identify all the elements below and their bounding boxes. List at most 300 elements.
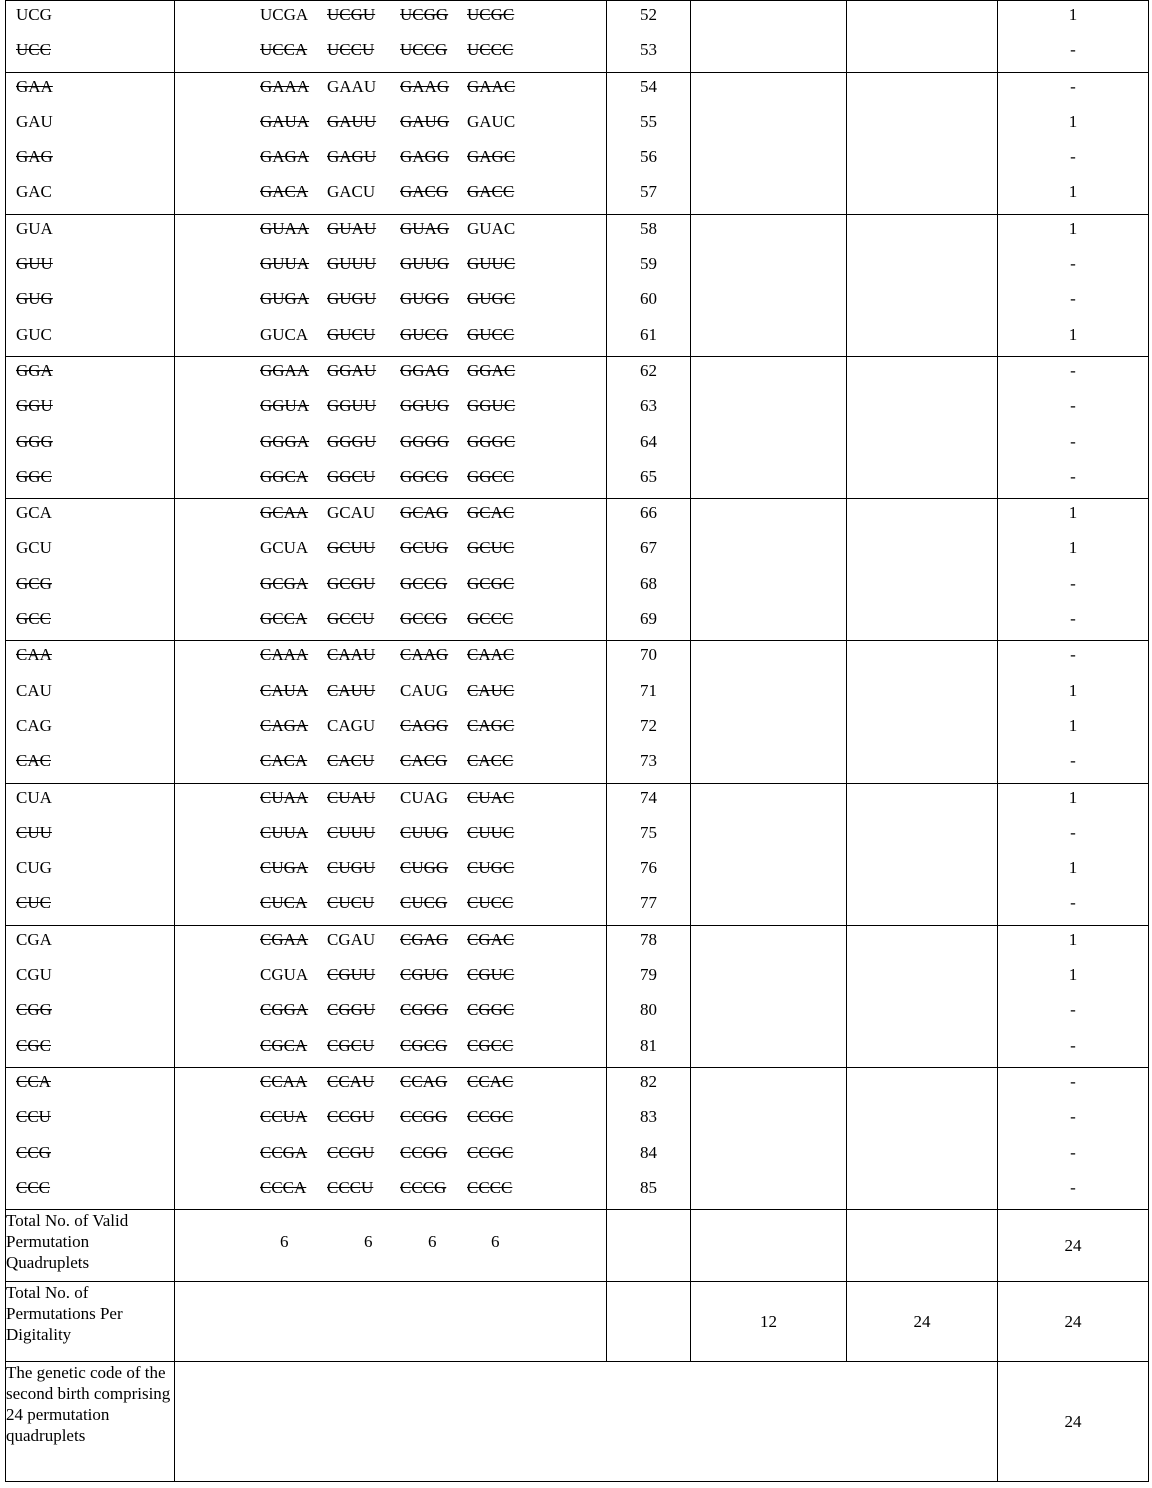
permutation-quadruplet: CAAG	[400, 645, 449, 665]
index-cell	[607, 214, 691, 356]
codon-triplet: CUG	[16, 858, 52, 878]
valid-count: 1	[1068, 182, 1078, 202]
index-cell	[607, 499, 691, 641]
valid-count: 1	[1068, 324, 1078, 344]
empty-cell	[691, 641, 847, 783]
empty-cell	[847, 1210, 998, 1282]
permutation-quadruplet: GCUU	[327, 538, 376, 558]
codon-triplet: UCC	[16, 40, 51, 60]
codon-group-row	[6, 1, 1149, 73]
quadruplet-line	[175, 357, 606, 392]
permutation-quadruplet: CACU	[327, 751, 375, 771]
permutation-quadruplet: CGAU	[327, 929, 376, 949]
permutation-quadruplet: CGGU	[327, 1000, 376, 1020]
permutation-quadruplet: CAUA	[260, 680, 309, 700]
codon-triplet: GAA	[16, 76, 53, 96]
codon-triplet: CGA	[16, 929, 52, 949]
codon-triplet: CGC	[16, 1035, 51, 1055]
codon-group-row	[6, 356, 1149, 498]
codon-triplet: GCA	[16, 503, 52, 523]
permutation-quadruplet: CUAA	[260, 787, 309, 807]
row-number: 61	[640, 324, 657, 344]
permutation-quadruplet: UCGG	[400, 5, 449, 24]
permutation-quadruplet: CUCG	[400, 893, 448, 913]
empty-cell	[691, 1, 847, 73]
permutation-quadruplet: CCAG	[400, 1071, 448, 1091]
permutation-quadruplet: CCAA	[260, 1071, 308, 1091]
permutation-quadruplet: CGCG	[400, 1035, 448, 1055]
quadruplet-line	[175, 392, 606, 427]
permutation-quadruplet: CUCU	[327, 893, 375, 913]
genetic-code-label-text: The genetic code of the second birth comprising 24 permutation quadruplets	[6, 1363, 171, 1446]
permutation-quadruplet: GUAG	[400, 218, 450, 238]
row-number: 83	[640, 1107, 657, 1127]
permutation-quadruplet: GAAC	[467, 76, 516, 96]
empty-cell	[691, 356, 847, 498]
permutation-quadruplet: CUAU	[327, 787, 376, 807]
row-number: 62	[640, 360, 657, 380]
permutation-quadruplet: GGCA	[260, 466, 309, 486]
permutation-quadruplet: CCUA	[260, 1107, 308, 1127]
index-cell	[607, 356, 691, 498]
valid-count: -	[1070, 360, 1076, 380]
row-number: 72	[640, 715, 657, 735]
valid-count: -	[1070, 822, 1076, 842]
quadruplet-line	[175, 961, 606, 996]
quadruplets-cell	[175, 214, 607, 356]
valid-count: -	[1070, 254, 1076, 274]
permutation-quadruplet: GACC	[467, 182, 515, 202]
codon-triplet: CCC	[16, 1177, 51, 1197]
quadruplet-line	[175, 889, 606, 924]
quadruplets-cell	[175, 1, 607, 73]
permutation-quadruplet: CUGA	[260, 858, 309, 878]
permutation-quadruplet: CAAA	[260, 645, 309, 665]
permutation-quadruplet: CAGC	[467, 715, 515, 735]
valid-count: -	[1070, 893, 1076, 913]
quadruplet-line	[175, 321, 606, 356]
valid-count: -	[1070, 1035, 1076, 1055]
codon-triplet: GUG	[16, 289, 53, 309]
empty-cell	[847, 356, 998, 498]
quadruplets-cell	[175, 72, 607, 214]
permutation-quadruplet: GAUC	[467, 111, 516, 131]
permutation-quadruplet: GUUA	[260, 254, 310, 274]
empty-cell	[691, 499, 847, 641]
genetic-code-label	[6, 1362, 175, 1482]
permutation-quadruplet: GUUC	[467, 254, 516, 274]
permutation-quadruplet: GUCG	[400, 324, 449, 344]
permutation-quadruplet: CUAC	[467, 787, 515, 807]
codon-triplet: GUC	[16, 324, 52, 344]
empty-cell	[691, 783, 847, 925]
valid-count: 1	[1068, 680, 1078, 700]
permutation-quadruplet: CUUA	[260, 822, 309, 842]
quadruplet-line	[175, 178, 606, 213]
permutation-quadruplet: GCAU	[327, 503, 376, 523]
codon-triplet: CCG	[16, 1142, 51, 1162]
digitality-row	[6, 1282, 1149, 1362]
quadruplet-line	[175, 1139, 606, 1174]
permutation-quadruplet: CGAC	[467, 929, 515, 949]
codon-cell	[6, 1067, 175, 1209]
valid-count: -	[1070, 1107, 1076, 1127]
valid-count: -	[1070, 289, 1076, 309]
row-number: 56	[640, 147, 657, 167]
permutation-quadruplet: GCAG	[400, 503, 449, 523]
quadruplet-line	[175, 1, 606, 36]
index-cell	[607, 72, 691, 214]
permutation-quadruplet: GGUU	[327, 396, 377, 416]
permutation-quadruplet: GAUG	[400, 111, 450, 131]
permutation-quadruplet: CAGA	[260, 715, 309, 735]
permutation-quadruplet: GGAU	[327, 360, 377, 380]
codon-triplet: GAU	[16, 111, 53, 131]
valid-count-cell	[998, 783, 1149, 925]
permutation-quadruplet: GUAU	[327, 218, 377, 238]
codon-triplet: GGA	[16, 360, 53, 380]
valid-count: -	[1070, 573, 1076, 593]
permutation-quadruplet: GCAA	[260, 503, 309, 523]
permutation-quadruplet: CGAA	[260, 929, 309, 949]
codon-triplet: CAG	[16, 715, 52, 735]
valid-count-cell	[998, 641, 1149, 783]
quadruplet-line	[175, 1068, 606, 1103]
codon-group-row	[6, 925, 1149, 1067]
permutation-quadruplet: GCUC	[467, 538, 515, 558]
permutation-quadruplet: CCAU	[327, 1071, 375, 1091]
permutation-quadruplet: GGCG	[400, 466, 449, 486]
quadruplet-line	[175, 534, 606, 569]
permutation-quadruplet: GAGA	[260, 147, 310, 167]
valid-count: 1	[1068, 111, 1078, 131]
valid-count-total: 6	[280, 1232, 289, 1252]
total-valid-label-text: Total No. of Valid Permutation Quadruplets	[6, 1211, 129, 1273]
permutation-quadruplet: GGGA	[260, 431, 310, 451]
empty-cell	[607, 1282, 691, 1362]
codon-group-row	[6, 641, 1149, 783]
permutation-quadruplet: CUCA	[260, 893, 308, 913]
valid-count-cell	[998, 356, 1149, 498]
valid-count: 1	[1068, 715, 1078, 735]
genetic-code-total: 24	[998, 1362, 1149, 1482]
valid-count: 1	[1068, 929, 1078, 949]
valid-count-cell	[998, 1067, 1149, 1209]
codon-cell	[6, 72, 175, 214]
valid-count-cell	[998, 1, 1149, 73]
quadruplet-line	[175, 1103, 606, 1138]
valid-count: -	[1070, 431, 1076, 451]
index-cell	[607, 641, 691, 783]
codon-triplet: GAG	[16, 147, 53, 167]
quadruplet-line	[175, 854, 606, 889]
valid-count: -	[1070, 40, 1076, 60]
empty-cell	[691, 1067, 847, 1209]
permutation-quadruplet: GGAA	[260, 360, 310, 380]
row-number: 81	[640, 1035, 657, 1055]
quadruplet-line	[175, 463, 606, 498]
codon-triplet: GUU	[16, 254, 53, 274]
row-number: 54	[640, 76, 657, 96]
permutation-quadruplet: GGAG	[400, 360, 450, 380]
codon-cell	[6, 499, 175, 641]
permutation-quadruplet: GUGA	[260, 289, 310, 309]
permutation-quadruplet: GGUG	[400, 396, 450, 416]
permutation-quadruplet: UCGA	[260, 5, 309, 24]
permutation-quadruplet: CGUU	[327, 965, 376, 985]
permutation-quadruplet: CCGA	[260, 1142, 308, 1162]
valid-count-total: 6	[491, 1232, 500, 1252]
quadruplet-line	[175, 108, 606, 143]
permutation-quadruplet: GCCU	[327, 609, 375, 629]
permutation-quadruplet: CCGC	[467, 1142, 514, 1162]
codon-group-row	[6, 214, 1149, 356]
index-cell	[607, 925, 691, 1067]
codon-triplet: GCC	[16, 609, 51, 629]
permutation-quadruplet: CUGU	[327, 858, 376, 878]
quadruplet-line	[175, 570, 606, 605]
permutation-quadruplet: CUAG	[400, 787, 449, 807]
codon-triplet: CGU	[16, 965, 52, 985]
valid-count: -	[1070, 396, 1076, 416]
quadruplets-cell	[175, 925, 607, 1067]
total-valid-counts	[175, 1210, 606, 1280]
permutation-quadruplet: GGUA	[260, 396, 310, 416]
row-number: 68	[640, 573, 657, 593]
permutation-quadruplet: CGAG	[400, 929, 449, 949]
permutation-quadruplet: GAAU	[327, 76, 377, 96]
valid-count: 1	[1068, 503, 1078, 523]
row-number: 57	[640, 182, 657, 202]
permutation-quadruplet: GCCG	[400, 573, 448, 593]
valid-count: -	[1070, 609, 1076, 629]
codon-triplet: GGU	[16, 396, 53, 416]
permutation-quadruplet: GCUA	[260, 538, 309, 558]
permutation-quadruplet: GUAA	[260, 218, 310, 238]
quadruplet-line	[175, 926, 606, 961]
permutation-quadruplet: GCGU	[327, 573, 376, 593]
permutation-quadruplet: GGCC	[467, 466, 515, 486]
permutation-quadruplet: GACG	[400, 182, 449, 202]
codon-triplet: CGG	[16, 1000, 52, 1020]
row-number: 65	[640, 466, 657, 486]
permutation-quadruplet: UCCA	[260, 40, 308, 60]
row-number: 74	[640, 787, 657, 807]
valid-count: -	[1070, 1142, 1076, 1162]
empty-cell	[607, 1210, 691, 1282]
row-number: 71	[640, 680, 657, 700]
permutation-quadruplet: GAAA	[260, 76, 310, 96]
index-cell	[607, 1, 691, 73]
quadruplet-line	[175, 996, 606, 1031]
row-number: 70	[640, 645, 657, 665]
permutation-quadruplet: GAGU	[327, 147, 377, 167]
row-number: 69	[640, 609, 657, 629]
permutation-quadruplet: CAGG	[400, 715, 449, 735]
quadruplet-line	[175, 285, 606, 320]
empty-cell	[847, 72, 998, 214]
permutation-quadruplet: GGGC	[467, 431, 516, 451]
permutation-quadruplet: CAAU	[327, 645, 376, 665]
digitality-total: 24	[998, 1282, 1149, 1362]
permutation-quadruplet: GUCC	[467, 324, 515, 344]
valid-count-cell	[998, 499, 1149, 641]
codon-cell	[6, 641, 175, 783]
empty-cell	[691, 925, 847, 1067]
codon-triplet: CUC	[16, 893, 51, 913]
index-cell	[607, 783, 691, 925]
empty-cell	[847, 641, 998, 783]
empty-cell	[847, 1067, 998, 1209]
codon-triplet: CAA	[16, 645, 52, 665]
row-number: 73	[640, 751, 657, 771]
row-number: 82	[640, 1071, 657, 1091]
permutation-quadruplet: CUGG	[400, 858, 449, 878]
digitality-value-a: 12	[691, 1282, 847, 1362]
empty-cell	[847, 783, 998, 925]
total-valid-row	[6, 1210, 1149, 1282]
quadruplet-line	[175, 215, 606, 250]
permutation-quadruplet: GGGU	[327, 431, 377, 451]
permutation-quadruplet: CCGU	[327, 1142, 375, 1162]
permutation-quadruplet: GGGG	[400, 431, 450, 451]
codon-group-row	[6, 72, 1149, 214]
codon-triplet: UCG	[16, 5, 52, 24]
row-number: 63	[640, 396, 657, 416]
valid-count: 1	[1068, 218, 1078, 238]
codon-group-row	[6, 783, 1149, 925]
genetic-code-row	[6, 1362, 1149, 1482]
row-number: 55	[640, 111, 657, 131]
quadruplet-line	[175, 1174, 606, 1209]
row-number: 60	[640, 289, 657, 309]
quadruplet-line	[175, 605, 606, 640]
row-number: 77	[640, 893, 657, 913]
permutation-quadruplet: UCGU	[327, 5, 376, 24]
codon-cell	[6, 214, 175, 356]
quadruplets-cell	[175, 356, 607, 498]
codon-triplet: CAC	[16, 751, 51, 771]
permutation-quadruplet: CGUG	[400, 965, 449, 985]
valid-count-total: 6	[364, 1232, 373, 1252]
permutation-quadruplet: GAUU	[327, 111, 377, 131]
permutation-quadruplet: GCCC	[467, 609, 514, 629]
total-valid-sum: 24	[998, 1210, 1149, 1282]
permutation-quadruplet: CGCA	[260, 1035, 308, 1055]
quadruplet-line	[175, 250, 606, 285]
valid-count: -	[1070, 76, 1076, 96]
quadruplet-line	[175, 747, 606, 782]
permutation-quadruplet: CACC	[467, 751, 514, 771]
permutation-quadruplet: CUUU	[327, 822, 376, 842]
permutation-quadruplet: CCCU	[327, 1177, 374, 1197]
row-number: 64	[640, 431, 657, 451]
valid-count: 1	[1068, 538, 1078, 558]
permutation-quadruplet: CGGC	[467, 1000, 515, 1020]
row-number: 67	[640, 538, 657, 558]
permutation-quadruplet: GCAC	[467, 503, 515, 523]
quadruplet-line	[175, 784, 606, 819]
row-number: 59	[640, 254, 657, 274]
permutation-quadruplet: CGCC	[467, 1035, 514, 1055]
permutation-quadruplet: GACA	[260, 182, 309, 202]
total-valid-counts-cell	[175, 1210, 607, 1282]
valid-count-cell	[998, 214, 1149, 356]
empty-cell	[847, 499, 998, 641]
permutation-quadruplet: GGAC	[467, 360, 516, 380]
permutation-quadruplet: CGUA	[260, 965, 309, 985]
permutation-quadruplet: CUUC	[467, 822, 515, 842]
permutation-quadruplet: GUCU	[327, 324, 376, 344]
codon-triplet: GCG	[16, 573, 52, 593]
valid-count: -	[1070, 751, 1076, 771]
permutation-quadruplet: UCCC	[467, 40, 514, 60]
empty-cell	[691, 1210, 847, 1282]
row-number: 79	[640, 965, 657, 985]
total-valid-label	[6, 1210, 175, 1282]
permutation-quadruplet: GCGA	[260, 573, 309, 593]
permutation-quadruplet: CAUG	[400, 680, 449, 700]
permutation-quadruplet: CCGG	[400, 1142, 448, 1162]
quadruplets-cell	[175, 641, 607, 783]
permutation-quadruplet: GGCU	[327, 466, 376, 486]
valid-count: -	[1070, 466, 1076, 486]
valid-count: 1	[1068, 5, 1078, 24]
permutation-quadruplet: CGGG	[400, 1000, 449, 1020]
quadruplet-line	[175, 1032, 606, 1067]
permutation-quadruplet: CCAC	[467, 1071, 514, 1091]
permutation-quadruplet: CGCU	[327, 1035, 375, 1055]
valid-count-total: 6	[428, 1232, 437, 1252]
codon-triplet: CUU	[16, 822, 52, 842]
permutation-quadruplet: CCCA	[260, 1177, 307, 1197]
codon-group-row	[6, 1067, 1149, 1209]
permutation-quadruplet: GUCA	[260, 324, 309, 344]
row-number: 80	[640, 1000, 657, 1020]
permutation-quadruplet: CACG	[400, 751, 448, 771]
permutation-quadruplet: CUGC	[467, 858, 515, 878]
permutation-quadruplet: GAGC	[467, 147, 516, 167]
permutation-quadruplet: CAUC	[467, 680, 515, 700]
permutation-quadruplet: GUGU	[327, 289, 377, 309]
quadruplet-line	[175, 641, 606, 676]
permutation-quadruplet: GCCA	[260, 609, 308, 629]
codon-permutation-table	[5, 0, 1149, 1482]
quadruplets-cell	[175, 783, 607, 925]
quadruplet-line	[175, 428, 606, 463]
valid-count: -	[1070, 1071, 1076, 1091]
permutation-quadruplet: GCCG	[400, 609, 448, 629]
row-number: 52	[640, 5, 657, 24]
quadruplet-line	[175, 499, 606, 534]
permutation-quadruplet: UCCG	[400, 40, 448, 60]
permutation-quadruplet: CCCC	[467, 1177, 513, 1197]
quadruplet-line	[175, 819, 606, 854]
permutation-quadruplet: CACA	[260, 751, 308, 771]
valid-count: -	[1070, 1000, 1076, 1020]
codon-triplet: CAU	[16, 680, 52, 700]
codon-cell	[6, 783, 175, 925]
permutation-quadruplet: GAAG	[400, 76, 450, 96]
permutation-quadruplet: CGUC	[467, 965, 515, 985]
permutation-quadruplet: CCGC	[467, 1107, 514, 1127]
row-number: 75	[640, 822, 657, 842]
digitality-value-b: 24	[847, 1282, 998, 1362]
index-cell	[607, 1067, 691, 1209]
codon-triplet: CUA	[16, 787, 52, 807]
permutation-quadruplet: CAUU	[327, 680, 376, 700]
valid-count-cell	[998, 925, 1149, 1067]
